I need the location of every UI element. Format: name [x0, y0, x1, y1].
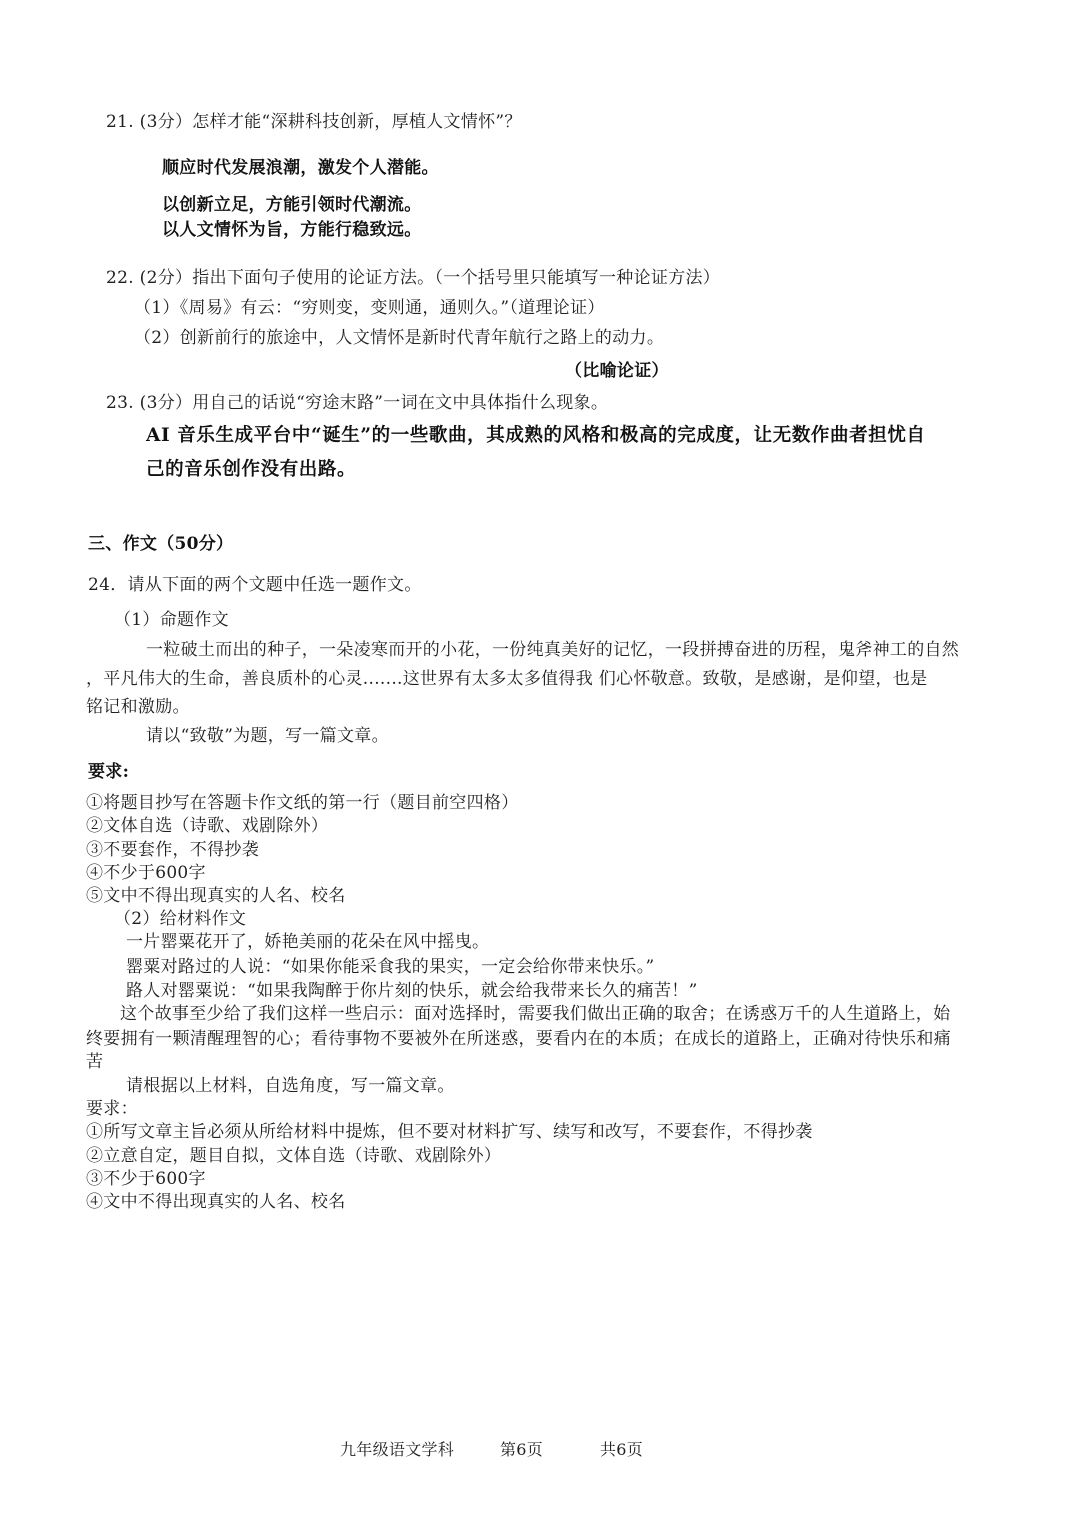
- part2-requirement-1: ①所写文章主旨必须从所给材料中提炼，但不要对材料扩写、续写和改写，不要套作，不得抄袭: [86, 1122, 813, 1142]
- part1-requirement-3: ③不要套作，不得抄袭: [86, 840, 259, 860]
- q21-answer-line-3: 以人文情怀为旨，方能行稳致远。: [162, 220, 422, 240]
- q21-answer-line-1: 顺应时代发展浪潮，激发个人潜能。: [162, 158, 439, 178]
- q21-answer-line-2: 以创新立足，方能引领时代潮流。: [162, 195, 422, 215]
- part1-para-line-3: 铭记和激励。: [86, 697, 190, 717]
- q22-item-2-answer: （比喻论证）: [565, 361, 669, 381]
- part1-requirement-1: ①将题目抄写在答题卡作文纸的第一行（题目前空四格）: [86, 793, 519, 813]
- part2-material-line-3: 路人对罂粟说：“如果我陶醉于你片刻的快乐，就会给我带来长久的痛苦！”: [126, 981, 698, 1001]
- part2-requirement-3: ③不少于600字: [86, 1169, 206, 1189]
- part1-requirements-title: 要求:: [88, 762, 130, 782]
- part1-requirement-5: ⑤文中不得出现真实的人名、校名: [86, 886, 346, 906]
- part1-requirement-2: ②文体自选（诗歌、戏剧除外）: [86, 816, 329, 836]
- footer-page-number: 第6页: [500, 1440, 544, 1459]
- part2-material-line-6: 苦: [86, 1052, 104, 1072]
- q22-item-1: （1）《周易》有云：“穷则变，变则通，通则久。”（道理论证）: [134, 298, 605, 318]
- q23-answer-line-1: AI 音乐生成平台中“诞生”的一些歌曲，其成熟的风格和极高的完成度，让无数作曲者担忧自: [146, 425, 926, 446]
- part2-requirement-2: ②立意自定，题目自拟，文体自选（诗歌、戏剧除外）: [86, 1146, 502, 1166]
- footer-total-pages: 共6页: [600, 1440, 644, 1459]
- part1-requirement-4: ④不少于600字: [86, 863, 206, 883]
- part2-material-line-5: 终要拥有一颗清醒理智的心；看待事物不要被外在所迷惑，要看内在的本质；在成长的道路上，正确对待快乐和痛: [86, 1029, 951, 1049]
- q21-question: 21. (3分）怎样才能“深耕科技创新，厚植人文情怀”？: [106, 112, 522, 132]
- q24-intro: 24．请从下面的两个文题中任选一题作文。: [88, 575, 422, 595]
- q23-answer-line-2: 己的音乐创作没有出路。: [146, 459, 357, 480]
- q23-question: 23. (3分）用自己的话说“穷途末路”一词在文中具体指什么现象。: [106, 393, 609, 413]
- part1-label: （1）命题作文: [114, 610, 229, 630]
- part2-prompt: 请根据以上材料，自选角度，写一篇文章。: [126, 1076, 455, 1096]
- part2-material-line-4: 这个故事至少给了我们这样一些启示：面对选择时，需要我们做出正确的取舍；在诱惑万千的人生道路上，始: [120, 1004, 951, 1024]
- part2-material-line-2: 罂粟对路过的人说：“如果你能采食我的果实，一定会给你带来快乐。”: [126, 957, 655, 977]
- part2-requirements-title: 要求：: [86, 1099, 138, 1119]
- footer-subject: 九年级语文学科: [340, 1440, 455, 1459]
- q22-question: 22. (2分）指出下面句子使用的论证方法。（一个括号里只能填写一种论证方法）: [106, 268, 721, 288]
- q22-item-2: （2）创新前行的旅途中，人文情怀是新时代青年航行之路上的动力。: [134, 328, 665, 348]
- part1-para-line-2: ，平凡伟大的生命，善良质朴的心灵.......这世界有太多太多值得我 们心怀敬意。致敬，是感谢，是仰望，也是: [86, 669, 928, 689]
- section-3-title: 三、作文（50分）: [88, 534, 234, 554]
- part2-requirement-4: ④文中不得出现真实的人名、校名: [86, 1192, 346, 1212]
- part1-prompt: 请以“致敬”为题，写一篇文章。: [146, 726, 389, 746]
- part2-material-line-1: 一片罂粟花开了，娇艳美丽的花朵在风中摇曳。: [126, 932, 490, 952]
- part2-label: （2）给材料作文: [114, 909, 247, 929]
- part1-para-line-1: 一粒破土而出的种子，一朵凌寒而开的小花，一份纯真美好的记忆，一段拼搏奋进的历程，鬼斧神工的自然: [146, 640, 960, 660]
